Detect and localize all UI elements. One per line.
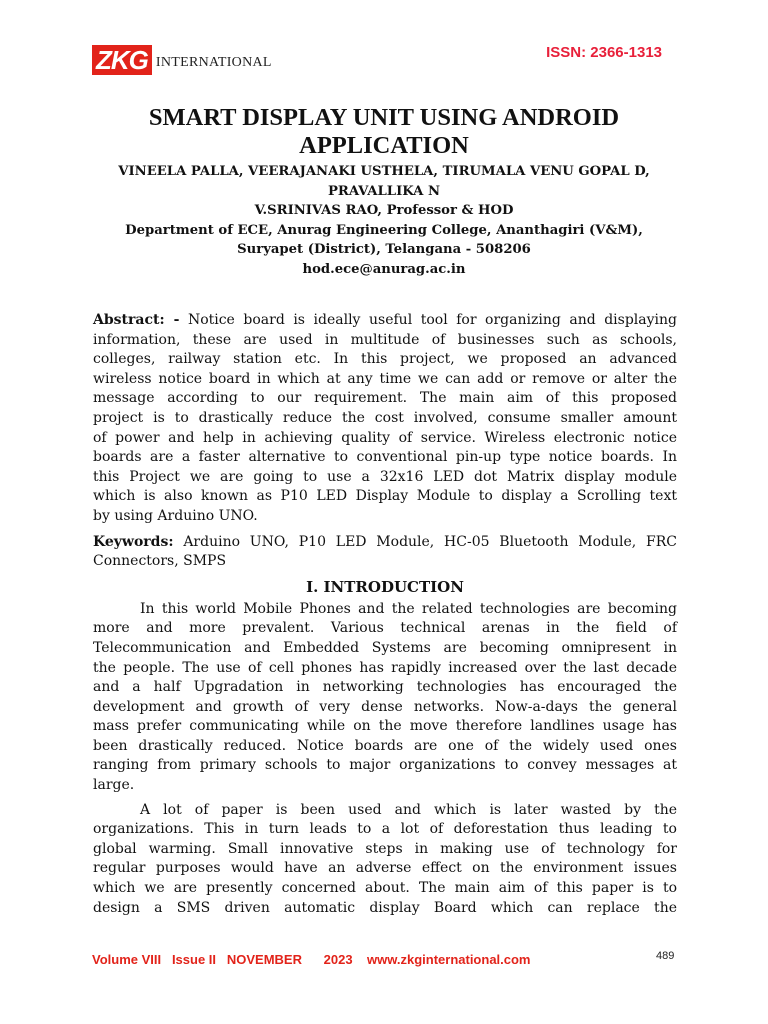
paper-body — [93, 311, 677, 918]
abstract-line: wireless notice board in which at any time we can add or remove or alter the — [93, 370, 677, 387]
intro-paragraph-1 — [93, 600, 677, 796]
paragraph-line: organizations. This in turn leads to a lot of deforestation thus leading to — [93, 821, 677, 838]
abstract-line: information, these are used in multitude of businesses such as schools, — [93, 331, 677, 348]
title-line-2: APPLICATION — [299, 132, 469, 159]
abstract — [93, 311, 677, 527]
contact-email: hod.ece@anurag.ac.in — [302, 261, 466, 277]
paragraph-line: design a SMS driven automatic display Board which can replace the — [93, 899, 677, 916]
footer-citation: Volume VIII Issue II NOVEMBER 2023 www.zkginternational.com — [92, 952, 531, 967]
affiliation-line-1: Department of ECE, Anurag Engineering College, Ananthagiri (V&M), — [125, 222, 643, 238]
paragraph-line: In this world Mobile Phones and the related technologies are becoming — [140, 600, 677, 617]
authors-line-1: VINEELA PALLA, VEERAJANAKI USTHELA, TIRUMALA VENU GOPAL D, — [118, 164, 650, 179]
abstract-line: by using Arduino UNO. — [93, 507, 258, 524]
paragraph-line: ranging from primary schools to major organizations to convey messages at — [93, 757, 677, 774]
paragraph-line: regular purposes would have an adverse effect on the environment issues — [93, 860, 677, 877]
paragraph-line: and a half Upgradation in networking technologies has encouraged the — [93, 679, 677, 696]
logo-mark: ZKG — [92, 45, 152, 75]
paragraph-line: mass prefer communicating while on the move therefore landlines usage has — [93, 718, 677, 735]
paragraph-line: more and more prevalent. Various technical arenas in the field of — [93, 620, 677, 637]
paragraph-line: the people. The use of cell phones has rapidly increased over the last decade — [93, 659, 677, 676]
keywords-line: Keywords: Arduino UNO, P10 LED Module, HC-05 Bluetooth Module, FRC — [93, 533, 677, 550]
logo-text: INTERNATIONAL — [155, 55, 272, 70]
paragraph-line: A lot of paper is been used and which is later wasted by the — [140, 801, 677, 818]
journal-logo — [92, 44, 272, 76]
section-heading-introduction: I. INTRODUCTION — [306, 577, 464, 596]
keywords — [93, 533, 677, 572]
supervisor: V.SRINIVAS RAO, Professor & HOD — [254, 203, 514, 219]
abstract-line: of power and help in achieving quality of service. Wireless electronic notice — [93, 429, 677, 446]
abstract-line: colleges, railway station etc. In this project, we proposed an advanced — [93, 351, 677, 368]
keywords-label: Keywords: — [93, 533, 174, 550]
abstract-line: this Project we are going to use a 32x16 LED dot Matrix display module — [93, 468, 677, 485]
title-line-1: SMART DISPLAY UNIT USING ANDROID — [148, 104, 620, 131]
paper-title — [0, 104, 768, 160]
abstract-label: Abstract: - — [93, 312, 180, 328]
paragraph-line: which we are presently concerned about. The main aim of this paper is to — [93, 880, 677, 897]
abstract-line: project is to drastically reduce the cost involved, consume smaller amount — [93, 409, 677, 426]
issn-label: ISSN: 2366-1313 — [546, 44, 662, 61]
abstract-line: message according to our requirement. The main aim of this proposed — [93, 390, 677, 407]
intro-paragraph-2 — [93, 801, 677, 919]
author-block — [0, 162, 768, 280]
paragraph-line: been drastically reduced. Notice boards are one of the widely used ones — [93, 737, 677, 754]
abstract-line: boards are a faster alternative to conventional pin-up type notice boards. In — [93, 449, 677, 466]
abstract-line: which is also known as P10 LED Display Module to display a Scrolling text — [93, 488, 677, 505]
paragraph-line: Telecommunication and Embedded Systems are becoming omnipresent in — [93, 639, 677, 656]
paragraph-line: large. — [93, 777, 135, 794]
authors-line-2: PRAVALLIKA N — [327, 183, 441, 199]
abstract-line: Abstract: - Notice board is ideally useful tool for organizing and displaying — [93, 312, 677, 328]
affiliation-line-2: Suryapet (District), Telangana - 508206 — [237, 242, 531, 258]
paragraph-line: global warming. Small innovative steps in making use of technology for — [93, 840, 677, 857]
page-number: 489 — [656, 950, 675, 962]
paragraph-line: development and growth of very dense networks. Now-a-days the general — [93, 698, 677, 715]
keywords-line: Connectors, SMPS — [93, 553, 227, 570]
